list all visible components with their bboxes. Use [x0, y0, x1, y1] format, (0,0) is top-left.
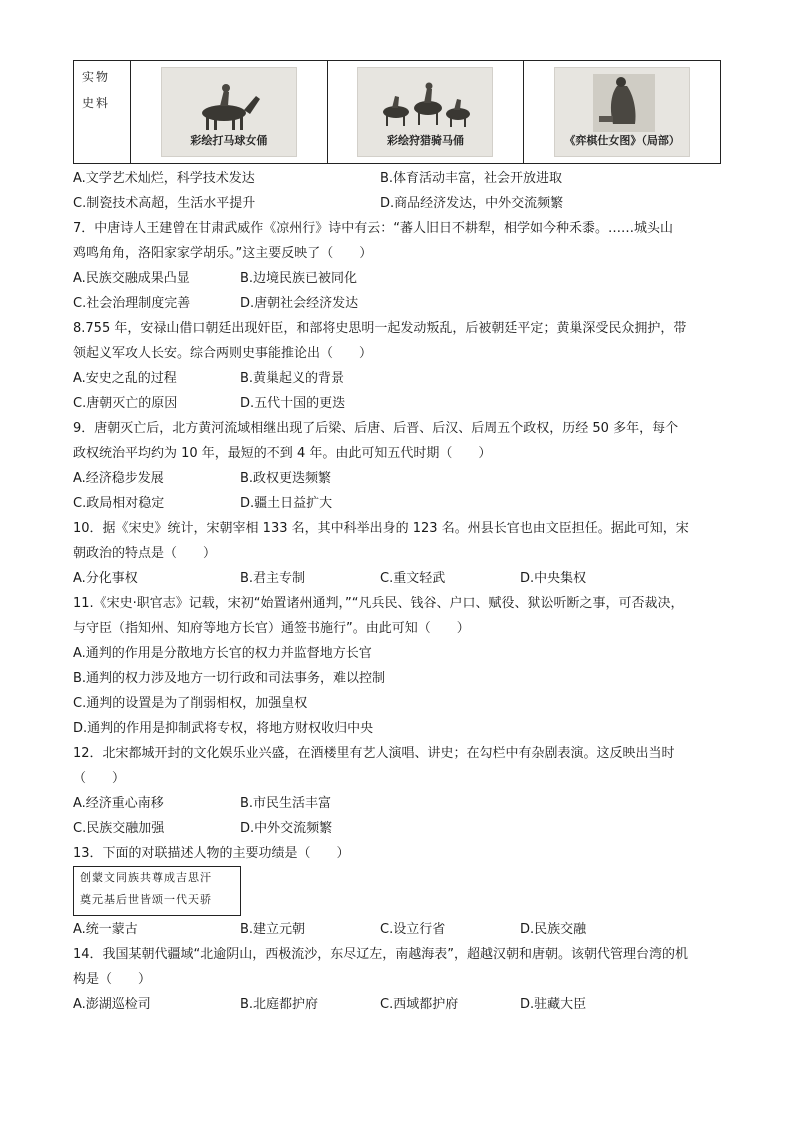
q12-option-b[interactable]: B.市民生活丰富: [240, 796, 332, 811]
q6-option-c[interactable]: C.制瓷技术高超，生活水平提升: [73, 196, 256, 211]
q6-option-b[interactable]: B.体育活动丰富，社会开放进取: [380, 171, 563, 186]
q9-option-d[interactable]: D.疆土日益扩大: [240, 496, 333, 511]
q7-option-a[interactable]: A.民族交融成果凸显: [73, 271, 190, 286]
q11-stem-line2: 与守臣（指知州、知府等地方长官）通签书施行”。由此可知（ ）: [73, 621, 470, 636]
q13-option-c[interactable]: C.设立行省: [380, 922, 446, 937]
q11-option-a[interactable]: A.通判的作用是分散地方长官的权力并监督地方长官: [73, 646, 372, 661]
artifact-photo-hunting: [357, 67, 493, 157]
q14-option-b[interactable]: B.北庭都护府: [240, 997, 319, 1012]
q14-option-d[interactable]: D.驻藏大臣: [520, 997, 587, 1012]
q8-option-d[interactable]: D.五代十国的更迭: [240, 396, 346, 411]
q11-option-d[interactable]: D.通判的作用是抑制武将专权，将地方财权收归中央: [73, 721, 374, 736]
artifact-table: [73, 60, 721, 164]
q9-option-c[interactable]: C.政局相对稳定: [73, 496, 165, 511]
q6-option-a[interactable]: A.文学艺术灿烂，科学技术发达: [73, 171, 255, 186]
q14-option-a[interactable]: A.澎湖巡检司: [73, 997, 151, 1012]
q11-stem-line1: 11.《宋史·职官志》记载，宋初“始置诸州通判，”“凡兵民、钱谷、户口、赋役、狱讼听断之事，可否裁决，: [73, 596, 684, 611]
couplet-line-2: 奠元基后世皆颂一代天骄: [80, 893, 212, 906]
q8-option-b[interactable]: B.黄巢起义的背景: [240, 371, 345, 386]
q12-option-c[interactable]: C.民族交融加强: [73, 821, 165, 836]
q7-stem-line1: 7．中唐诗人王建曾在甘肃武威作《凉州行》诗中有云：“蕃人旧日不耕犁，相学如今种禾黍。……城头山: [73, 221, 674, 236]
couplet-line-1: 创蒙文同族共尊成吉思汗: [80, 871, 212, 884]
q8-stem-line1: 8.755 年，安禄山借口朝廷出现奸臣，和部将史思明一起发动叛乱，后被朝廷平定；黄巢深受民众拥护，带: [73, 321, 687, 336]
q12-option-a[interactable]: A.经济重心南移: [73, 796, 164, 811]
q13-option-b[interactable]: B.建立元朝: [240, 922, 306, 937]
q7-option-d[interactable]: D.唐朝社会经济发达: [240, 296, 359, 311]
q9-option-b[interactable]: B.政权更迭频繁: [240, 471, 332, 486]
q10-stem-line1: 10．据《宋史》统计，宋朝宰相 133 名，其中科举出身的 123 名。州县长官也由文臣担任。据此可知，宋: [73, 521, 689, 536]
q10-stem-line2: 朝政治的特点是（ ）: [73, 546, 217, 561]
q10-option-c[interactable]: C.重文轻武: [380, 571, 446, 586]
q12-option-d[interactable]: D.中外交流频繁: [240, 821, 333, 836]
artifact-cell-3: [524, 61, 721, 164]
artifact-caption: 彩绘狩猎骑马俑: [386, 134, 464, 147]
q12-stem-line2: （ ）: [73, 771, 126, 786]
q8-option-c[interactable]: C.唐朝灭亡的原因: [73, 396, 178, 411]
q11-option-b[interactable]: B.通判的权力涉及地方一切行政和司法事务，难以控制: [73, 671, 386, 686]
artifact-label-cell: [74, 61, 131, 164]
q13-option-d[interactable]: D.民族交融: [520, 922, 587, 937]
q8-option-a[interactable]: A.安史之乱的过程: [73, 371, 177, 386]
q14-stem-line1: 14．我国某朝代疆域“北逾阴山，西极流沙，东尽辽左，南越海表”，超越汉朝和唐朝。该朝代管理台湾的机: [73, 947, 689, 962]
artifact-caption: 《弈棋仕女图》（局部）: [564, 134, 680, 147]
q13-stem-line1: 13．下面的对联描述人物的主要功绩是（ ）: [73, 846, 350, 861]
couplet-box: [73, 866, 241, 916]
q7-stem-line2: 鸡鸣角角，洛阳家家学胡乐。”这主要反映了（ ）: [73, 246, 373, 261]
artifact-photo-polo: [161, 67, 297, 157]
q10-option-b[interactable]: B.君主专制: [240, 571, 306, 586]
q9-option-a[interactable]: A.经济稳步发展: [73, 471, 164, 486]
q14-option-c[interactable]: C.西域都护府: [380, 997, 459, 1012]
q10-option-a[interactable]: A.分化事权: [73, 571, 138, 586]
artifact-cell-2: [327, 61, 524, 164]
q9-stem-line2: 政权统治平均约为 10 年，最短的不到 4 年。由此可知五代时期（ ）: [73, 446, 492, 461]
q7-option-c[interactable]: C.社会治理制度完善: [73, 296, 191, 311]
q11-option-c[interactable]: C.通判的设置是为了削弱相权，加强皇权: [73, 696, 308, 711]
q9-stem-line1: 9．唐朝灭亡后，北方黄河流域相继出现了后梁、后唐、后晋、后汉、后周五个政权，历经 50 多年，每个: [73, 421, 679, 436]
q14-stem-line2: 构是（ ）: [73, 972, 152, 987]
artifact-photo-painting: [554, 67, 690, 157]
q12-stem-line1: 12．北宋都城开封的文化娱乐业兴盛，在酒楼里有艺人演唱、讲史；在勾栏中有杂剧表演。这反映出当时: [73, 746, 675, 761]
artifact-cell-1: [131, 61, 328, 164]
artifact-caption: 彩绘打马球女俑: [190, 134, 268, 147]
artifact-label: 实物史料: [82, 70, 111, 110]
q10-option-d[interactable]: D.中央集权: [520, 571, 587, 586]
q7-option-b[interactable]: B.边境民族已被同化: [240, 271, 358, 286]
q6-option-d[interactable]: D.商品经济发达，中外交流频繁: [380, 196, 564, 211]
q8-stem-line2: 领起义军攻人长安。综合两则史事能推论出（ ）: [73, 346, 373, 361]
q13-option-a[interactable]: A.统一蒙古: [73, 922, 138, 937]
